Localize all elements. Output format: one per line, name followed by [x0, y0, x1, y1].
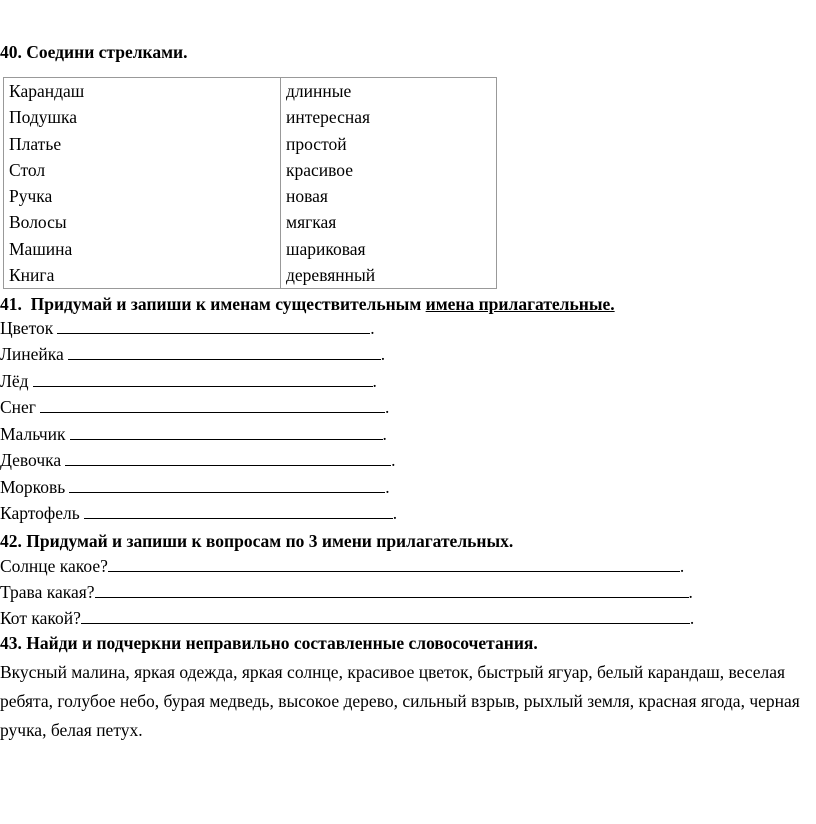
- noun-item: Книга: [9, 265, 55, 286]
- answer-blank[interactable]: [33, 371, 373, 387]
- line-end: .: [391, 450, 396, 470]
- answer-line: [0, 449, 396, 471]
- task-40-title: 40. Соедини стрелками.: [0, 42, 188, 62]
- adjective-item: мягкая: [286, 212, 337, 233]
- line-word: Картофель: [0, 503, 80, 523]
- nouns-column: [4, 78, 281, 289]
- answer-line: [0, 581, 693, 603]
- line-word: Морковь: [0, 477, 66, 497]
- adjective-item: деревянный: [286, 265, 376, 286]
- task-42-title: 42. Придумай и запиши к вопросам по 3 имени прилагательных.: [0, 531, 514, 551]
- noun-item: Стол: [9, 159, 46, 180]
- noun-item: Подушка: [9, 107, 78, 128]
- adjectives-column: [281, 78, 497, 289]
- line-word: Кот какой?: [0, 608, 81, 628]
- adjective-item: длинные: [286, 81, 352, 101]
- noun-item: Карандаш: [9, 81, 85, 101]
- answer-blank[interactable]: [40, 397, 385, 413]
- noun-item: Ручка: [9, 186, 53, 207]
- line-end: .: [372, 371, 377, 391]
- noun-item: Платье: [9, 133, 62, 154]
- noun-item: Машина: [9, 238, 73, 259]
- line-end: .: [392, 503, 398, 523]
- line-word: Цветок: [0, 318, 54, 338]
- answer-line: [0, 396, 389, 418]
- answer-line: [0, 555, 684, 577]
- adjective-item: интересная: [286, 107, 371, 128]
- line-end: .: [382, 424, 387, 444]
- answer-blank[interactable]: [108, 556, 680, 572]
- adjective-item: новая: [286, 186, 328, 207]
- answer-line: [0, 423, 387, 445]
- line-word: Линейка: [0, 344, 64, 364]
- line-word: Мальчик: [0, 424, 66, 444]
- task-41-title-underlined: имена прилагательные.: [425, 294, 615, 314]
- adjective-item: красивое: [286, 159, 354, 180]
- answer-blank[interactable]: [81, 608, 690, 624]
- answer-blank[interactable]: [95, 582, 689, 598]
- answer-line: [0, 343, 385, 365]
- answer-line: [0, 502, 397, 524]
- answer-line: [0, 317, 375, 339]
- answer-line: [0, 476, 390, 498]
- answer-line: [0, 370, 377, 392]
- answer-blank[interactable]: [70, 424, 383, 440]
- task-43-title: 43. Найди и подчеркни неправильно составленные словосочетания.: [0, 633, 538, 653]
- answer-blank[interactable]: [57, 318, 370, 334]
- noun-item: Волосы: [9, 212, 67, 233]
- answer-line: [0, 607, 694, 629]
- line-end: .: [370, 318, 375, 338]
- line-end: .: [380, 344, 386, 364]
- answer-blank[interactable]: [84, 503, 393, 519]
- task-41-title-main: 41. Придумай и запиши к именам существительным: [0, 294, 426, 314]
- line-end: .: [689, 608, 695, 628]
- adjective-item: шариковая: [286, 238, 366, 259]
- line-end: .: [679, 556, 685, 576]
- line-word: Девочка: [0, 450, 62, 470]
- line-word: Снег: [0, 397, 36, 417]
- line-end: .: [688, 582, 693, 602]
- answer-blank[interactable]: [68, 344, 381, 360]
- answer-blank[interactable]: [69, 477, 385, 493]
- line-end: .: [384, 397, 390, 417]
- adjective-item: простой: [286, 133, 347, 154]
- line-word: Трава какая?: [0, 582, 95, 602]
- line-end: .: [385, 477, 390, 497]
- task-43-text: Вкусный малина, яркая одежда, яркая солнце, красивое цветок, быстрый ягуар, белый карандаш, веселая ребята, голубое небо, бурая медведь, высокое дерево, сильный взрыв, рыхлый земля, красная ягода, черная ручка, белая петух.: [0, 662, 800, 740]
- answer-blank[interactable]: [65, 450, 391, 466]
- matching-table: [3, 77, 497, 289]
- line-word: Лёд: [0, 371, 29, 391]
- task-41-title: [0, 294, 615, 314]
- line-word: Солнце какое?: [0, 556, 108, 576]
